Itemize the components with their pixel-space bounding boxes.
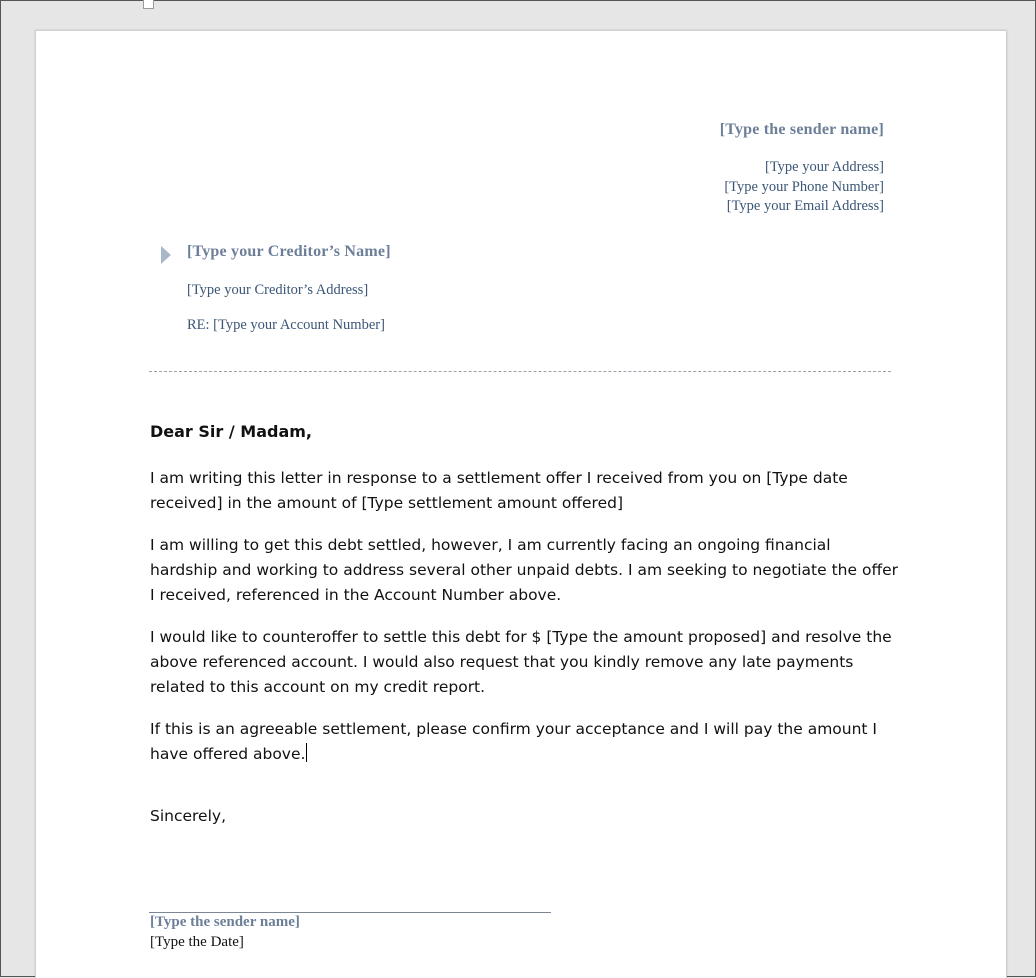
paragraph[interactable]: I am writing this letter in response to a settlement offer I received from you on [Type date received] in the amount of [Type settlement amount offered] [150,469,848,512]
salutation[interactable]: Dear Sir / Madam, [150,422,312,441]
dashed-divider [149,371,891,372]
closing[interactable]: Sincerely, [150,807,227,825]
sender-name[interactable]: [Type the sender name] [719,121,884,138]
ruler-marker [143,0,154,9]
paragraph[interactable]: I am willing to get this debt settled, however, I am currently facing an ongoing financial hardship and working to address several other unpaid debts. I am seeking to negotiate the offer I received, referenced in the Account Number above. [150,536,899,604]
triangle-arrow-icon [161,246,171,264]
paragraph-text: If this is an agreeable settlement, please confirm your acceptance and I will pay the amount I have offered above. [150,720,878,763]
account-reference[interactable]: RE: [Type your Account Number] [187,317,385,333]
signature-name[interactable]: [Type the sender name] [150,914,300,930]
sender-block [720,121,884,217]
sender-address[interactable]: [Type your Address] [765,159,884,175]
sender-email[interactable]: [Type your Email Address] [726,198,884,214]
paragraph-with-cursor[interactable] [150,717,900,767]
creditor-name[interactable]: [Type your Creditor’s Name] [187,243,391,260]
paragraph[interactable]: I would like to counteroffer to settle this debt for $ [Type the amount proposed] and resolve the above referenced account. I would also request that you kindly remove any late payments related to this account on my credit report. [150,628,892,696]
signature-line [149,912,551,913]
signature-date[interactable]: [Type the Date] [150,934,244,950]
letter-body[interactable] [150,419,900,784]
text-cursor [306,743,307,762]
creditor-address[interactable]: [Type your Creditor’s Address] [187,282,369,298]
document-page[interactable] [35,30,1007,978]
sender-phone[interactable]: [Type your Phone Number] [724,178,884,195]
creditor-block [187,243,391,334]
